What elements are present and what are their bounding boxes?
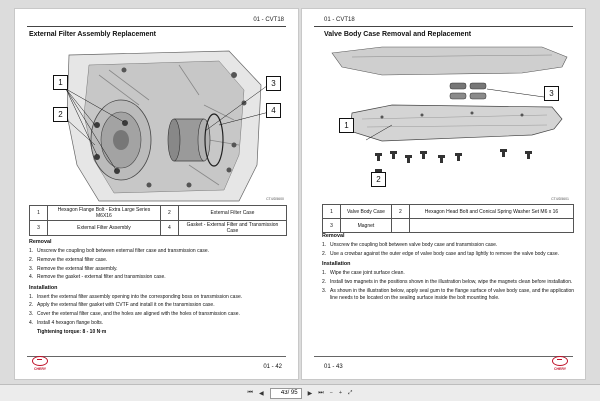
parts-legend-table [322, 204, 574, 233]
list-item: 4. Remove the gasket - external filter and transmission case. [29, 274, 166, 281]
valve-body-drawing [322, 45, 572, 203]
header-rule [314, 26, 573, 27]
callout-3: 3 [544, 86, 559, 101]
table-cell: Hexagon Flange Bolt - Extra Large Series M6X16 [48, 206, 161, 221]
chery-logo: CHERY [31, 356, 49, 371]
table-cell: Hexagon Head Bolt and Conical Spring Washer Set M6 x 16 [409, 205, 573, 219]
next-page-icon[interactable]: ▶ [307, 390, 313, 397]
removal-heading: Removal [29, 239, 52, 245]
list-item: 3. Remove the external filter assembly. [29, 265, 118, 272]
chery-logo: CHERY [551, 356, 569, 371]
section-title: Valve Body Case Removal and Replacement [324, 31, 472, 38]
procedure-text [322, 232, 576, 304]
zoom-in-icon[interactable]: + [338, 390, 343, 396]
valve-body-case-illustration [322, 45, 572, 203]
table-cell: 1 [30, 206, 48, 221]
table-cell: External Filter Case [178, 206, 286, 221]
table-cell: Gasket - External Filter and Transmission Case [178, 221, 286, 236]
figure-code: CT4/D5600 [266, 197, 284, 201]
installation-steps [29, 294, 287, 327]
list-item: 2. Remove the external filter case. [29, 256, 108, 263]
table-cell: 3 [30, 221, 48, 236]
table-cell: External Filter Assembly [48, 221, 161, 236]
page-indicator [270, 388, 302, 399]
table-cell: 2 [391, 205, 409, 219]
list-item: 1. Wipe the case joint surface clean. [322, 270, 405, 277]
header-rule [27, 26, 286, 27]
zoom-out-icon[interactable]: − [329, 390, 333, 396]
callout-1: 1 [339, 118, 354, 133]
page-number-input[interactable] [274, 390, 288, 396]
figure-code: CT4/D5601 [551, 197, 569, 201]
procedure-text [29, 238, 287, 336]
table-row [30, 206, 287, 221]
page-total: / 95 [287, 390, 298, 396]
callout-1: 1 [53, 75, 68, 90]
prev-page-icon[interactable]: ◀ [258, 390, 264, 397]
table-cell: 2 [160, 206, 178, 221]
installation-heading: Installation [322, 261, 351, 268]
first-page-icon[interactable]: ⏮ [247, 389, 253, 396]
removal-steps [322, 242, 576, 258]
list-item: 1. Unscrew the coupling bolt between external filter case and transmission case. [29, 248, 210, 255]
list-item: 2. Apply the external filter gasket with CVTF and install it on the transmission case. [29, 302, 215, 309]
list-item: 1. Unscrew the coupling bolt between valve body case and transmission case. [322, 242, 498, 249]
list-item: 2. Use a crowbar against the outer edge of valve body case and tap lightly to remove the valve body case. [322, 250, 560, 257]
table-cell: Valve Body Case [341, 205, 392, 219]
callout-2: 2 [53, 107, 68, 122]
tightening-torque: Tightening torque: 8 - 10 N·m [37, 328, 107, 335]
table-cell [391, 219, 409, 233]
external-filter-illustration [29, 45, 287, 203]
parts-legend-table [29, 205, 287, 236]
table-cell: 4 [160, 221, 178, 236]
list-item: 1. Insert the external filter assembly opening into the corresponding boss on transmission case. [29, 293, 243, 300]
footer-rule [27, 356, 286, 357]
section-title: External Filter Assembly Replacement [29, 31, 156, 38]
page-number: 01 - 43 [324, 364, 343, 370]
table-cell: 3 [323, 219, 341, 233]
removal-heading: Removal [322, 233, 345, 239]
table-cell: 1 [323, 205, 341, 219]
page-right [301, 8, 586, 380]
list-item: 3. Cover the external filter case, and the holes are aligned with the holes of transmission case. [29, 311, 240, 318]
list-item: 3. As shown in the illustration below, apply seal gum to the flange surface of valve body case, and the application line needs to be located on the sealing surface inside the bolt mounting hole. [322, 287, 575, 301]
removal-steps [29, 248, 287, 281]
installation-heading: Installation [29, 284, 58, 291]
callout-2: 2 [371, 172, 386, 187]
table-row [323, 219, 574, 233]
table-cell: Magnet [341, 219, 392, 233]
section-code: 01 - CVT18 [253, 17, 284, 23]
table-row [30, 221, 287, 236]
callout-4: 4 [266, 103, 281, 118]
section-code: 01 - CVT18 [324, 17, 355, 23]
footer-rule [314, 356, 573, 357]
list-item: 2. Install two magnets in the positions shown in the illustration below, wipe the magnets clean before installation. [322, 279, 573, 286]
page-left [14, 8, 299, 380]
callout-3: 3 [266, 76, 281, 91]
table-cell [409, 219, 573, 233]
transmission-drawing [29, 45, 287, 203]
list-item: 4. Install 4 hexagon flange bolts. [29, 319, 104, 326]
page-number: 01 - 42 [263, 364, 282, 370]
table-row [323, 205, 574, 219]
last-page-icon[interactable]: ⏭ [318, 389, 324, 396]
installation-steps [322, 270, 576, 302]
viewer-toolbar [0, 384, 600, 401]
fit-icon[interactable]: ⤢ [348, 389, 353, 396]
